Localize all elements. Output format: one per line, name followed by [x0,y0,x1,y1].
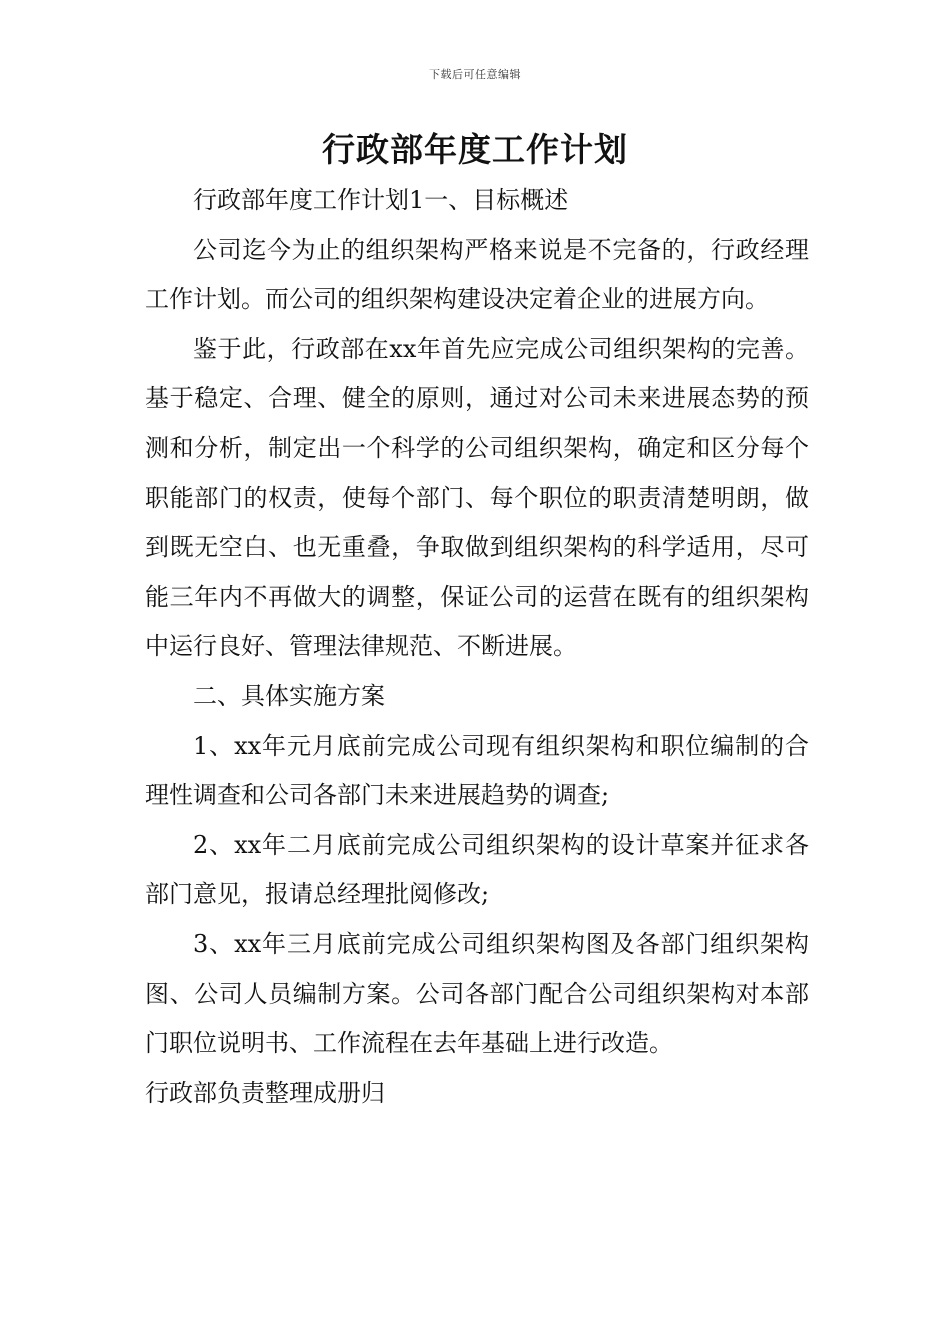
document-title: 行政部年度工作计划 [322,130,628,169]
paragraph-step-3: 3、xx年三月底前完成公司组织架构图及各部门组织架构图、公司人员编制方案。公司各部门配合公司组织架构对本部门职位说明书、工作流程在去年基础上进行改造。 [145,929,809,1058]
paragraph-continuation: 行政部负责整理成册归 [145,1078,385,1107]
paragraph-org-structure: 公司迄今为止的组织架构严格来说是不完备的，行政经理工作计划。而公司的组织架构建设决定着企业的进展方向。 [145,235,809,314]
document-body [145,176,809,1118]
paragraph-step-2: 2、xx年二月底前完成公司组织架构的设计草案并征求各部门意见，报请总经理批阅修改; [145,830,809,909]
paragraph-section-2-heading: 二、具体实施方案 [193,681,385,710]
header-note: 下载后可任意编辑 [429,68,521,81]
paragraph-goal: 鉴于此，行政部在xx年首先应完成公司组织架构的完善。基于稳定、合理、健全的原则，通过对公司未来进展态势的预测和分析，制定出一个科学的公司组织架构，确定和区分每个职能部门的权责，使每个部门、每个职位的职责清楚明朗，做到既无空白、也无重叠，争取做到组织架构的科学适用，尽可能三年内不再做大的调整，保证公司的运营在既有的组织架构中运行良好、管理法律规范、不断进展。 [145,334,809,661]
paragraph-step-1: 1、xx年元月底前完成公司现有组织架构和职位编制的合理性调查和公司各部门未来进展趋势的调查; [145,731,809,810]
paragraph-section-1-heading: 行政部年度工作计划1一、目标概述 [193,186,569,214]
